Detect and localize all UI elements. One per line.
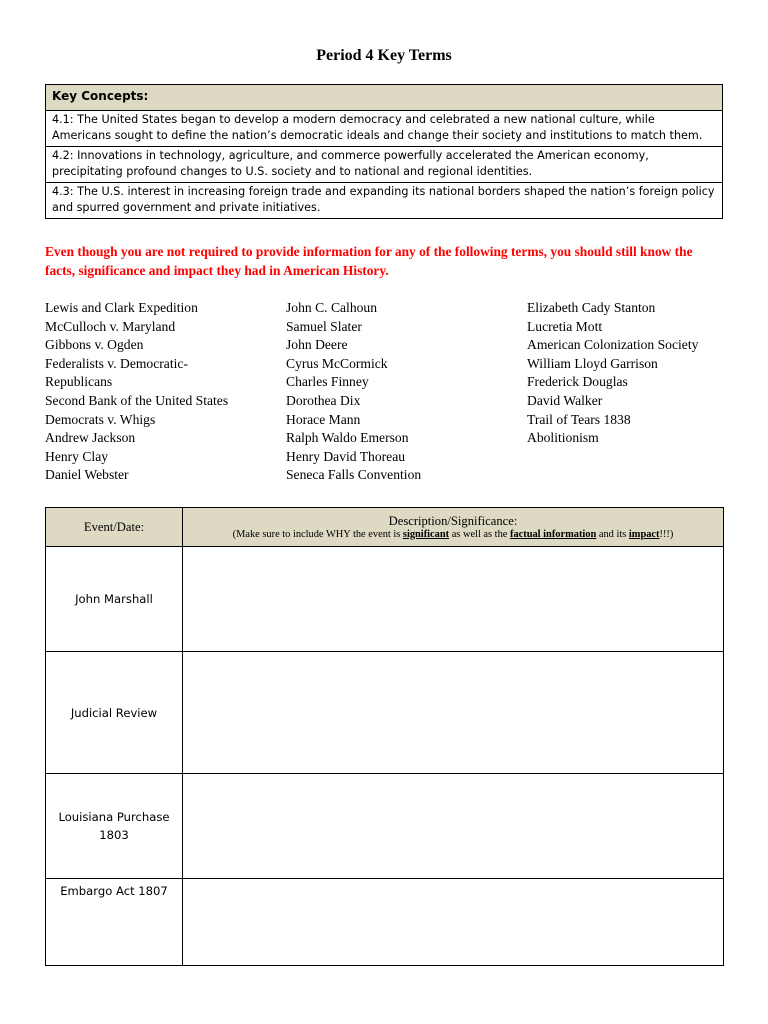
term: Second Bank of the United States <box>45 392 229 408</box>
term: Ralph Waldo Emerson <box>286 430 409 446</box>
term: Abolitionism <box>527 430 599 446</box>
term: Henry David Thoreau <box>286 448 406 464</box>
term: John Deere <box>286 337 348 353</box>
key-concept-4-3: 4.3: The U.S. interest in increasing foreign trade and expanding its national borders shaped the nation’s foreign policy and spurred government and private initiatives. <box>46 183 723 219</box>
term: Seneca Falls Convention <box>286 467 422 483</box>
term: Dorothea Dix <box>286 392 361 408</box>
term: Daniel Webster <box>45 467 129 483</box>
description-header <box>183 508 724 547</box>
term: Trail of Tears 1838 <box>527 411 631 427</box>
key-concept-4-2: 4.2: Innovations in technology, agriculture, and commerce powerfully accelerated the American economy, precipitating profound changes to U.S. society and to national and regional identities. <box>46 147 723 183</box>
terms-column-2 <box>286 299 516 485</box>
key-concepts-header: Key Concepts: <box>46 85 723 111</box>
event-judicial-review: Judicial Review <box>46 652 183 774</box>
term: Lucretia Mott <box>527 318 603 334</box>
terms-column-1 <box>45 299 275 485</box>
term: Cyrus McCormick <box>286 355 388 371</box>
key-concept-4-1: 4.1: The United States began to develop a modern democracy and celebrated a new national culture, while Americans sought to define the nation’s democratic ideals and change their society and institutions to match them. <box>46 111 723 147</box>
term: John C. Calhoun <box>286 300 378 315</box>
page-title: Period 4 Key Terms <box>316 47 452 64</box>
event-table <box>45 507 724 966</box>
term: Frederick Douglas <box>527 374 628 390</box>
term: Henry Clay <box>45 448 109 464</box>
description-cell[interactable] <box>183 879 724 966</box>
term: Federalists v. Democratic-Republicans <box>45 355 188 390</box>
event-embargo-act: Embargo Act 1807 <box>46 879 183 966</box>
term: Charles Finney <box>286 374 369 390</box>
term: Horace Mann <box>286 411 361 427</box>
term: Gibbons v. Ogden <box>45 337 144 353</box>
key-concepts-table <box>45 84 723 219</box>
term: David Walker <box>527 392 603 408</box>
terms-column-3 <box>527 299 757 448</box>
description-cell[interactable] <box>183 547 724 652</box>
description-title: Description/Significance: <box>388 513 518 528</box>
term: Andrew Jackson <box>45 430 136 446</box>
event-john-marshall: John Marshall <box>46 547 183 652</box>
term: American Colonization Society <box>527 337 699 353</box>
description-cell[interactable] <box>183 774 724 879</box>
red-note: Even though you are not required to provide information for any of the following terms, you should still know the facts, significance and impact they had in American History. <box>45 244 693 278</box>
event-louisiana-purchase: Louisiana Purchase 1803 <box>46 774 183 879</box>
term: Samuel Slater <box>286 318 362 334</box>
term: Democrats v. Whigs <box>45 411 156 427</box>
term: McCulloch v. Maryland <box>45 318 176 334</box>
description-cell[interactable] <box>183 652 724 774</box>
description-instructions: (Make sure to include WHY the event is significant as well as the factual information and its impact!!!) <box>232 528 674 540</box>
term: Lewis and Clark Expedition <box>45 300 198 315</box>
term: William Lloyd Garrison <box>527 355 658 371</box>
term: Elizabeth Cady Stanton <box>527 300 656 315</box>
event-date-header: Event/Date: <box>46 508 183 547</box>
